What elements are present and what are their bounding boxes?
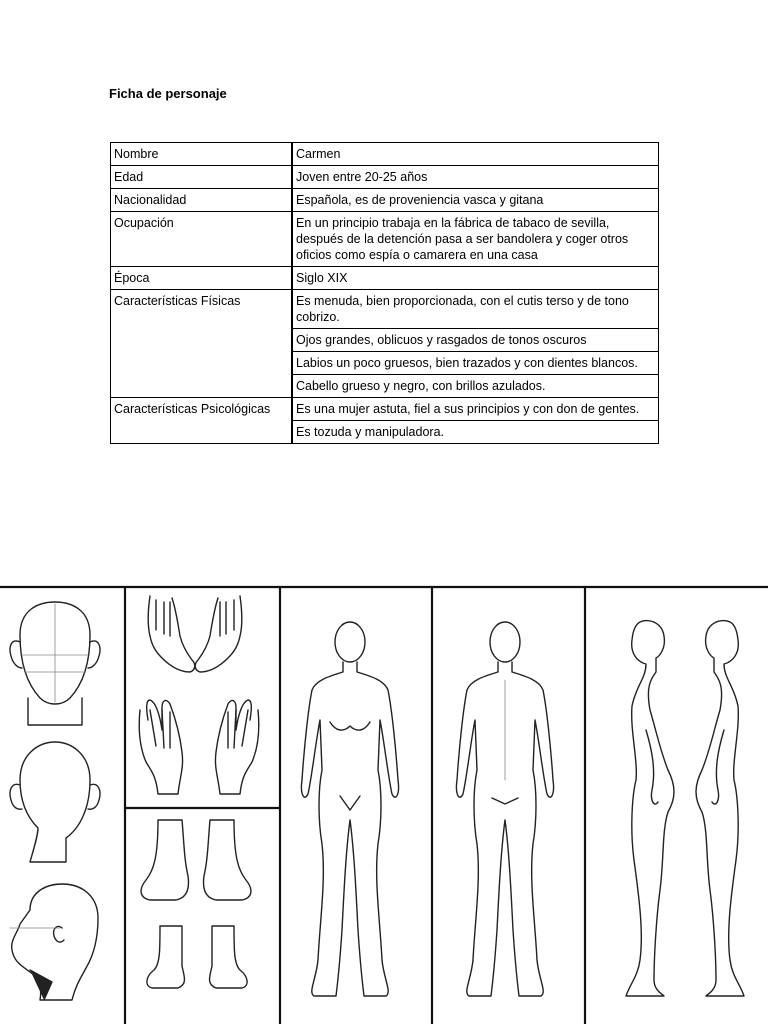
document-title: Ficha de personaje (109, 86, 227, 101)
head-front-icon (10, 602, 100, 725)
row-value: Es menuda, bien proporcionada, con el cutis terso y de tono cobrizo. (292, 290, 659, 329)
row-label: Características Psicológicas (111, 398, 293, 421)
foot-side-left-icon (147, 926, 185, 988)
panel-frame (0, 587, 768, 1024)
body-reference-sheet (0, 580, 768, 1024)
row-value: Es una mujer astuta, fiel a sus principios y con don de gentes. (292, 398, 659, 421)
row-label-empty (111, 329, 293, 352)
head-side-icon (10, 884, 98, 1000)
row-label: Nombre (111, 143, 293, 166)
row-label: Edad (111, 166, 293, 189)
row-label-empty (111, 375, 293, 398)
table-row (111, 421, 659, 444)
body-front-icon (301, 622, 398, 996)
row-label: Época (111, 267, 293, 290)
row-label: Características Físicas (111, 290, 293, 329)
table-row (111, 398, 659, 421)
foot-side-right-icon (210, 926, 248, 988)
row-label: Nacionalidad (111, 189, 293, 212)
table-row (111, 352, 659, 375)
table-row (111, 267, 659, 290)
row-value: Es tozuda y manipuladora. (292, 421, 659, 444)
row-value: Española, es de proveniencia vasca y gitana (292, 189, 659, 212)
body-side-left-icon (626, 621, 674, 996)
character-sheet-table (110, 142, 659, 444)
row-value: Labios un poco gruesos, bien trazados y con dientes blancos. (292, 352, 659, 375)
row-value: Carmen (292, 143, 659, 166)
hand-palm-right-icon (215, 700, 258, 794)
row-value: Ojos grandes, oblicuos y rasgados de tonos oscuros (292, 329, 659, 352)
hand-back-right-icon (195, 596, 242, 672)
row-value: Joven entre 20-25 años (292, 166, 659, 189)
row-label-empty (111, 352, 293, 375)
table-row (111, 143, 659, 166)
table-row (111, 189, 659, 212)
hand-palm-left-icon (139, 700, 182, 794)
hand-back-left-icon (148, 596, 195, 672)
table-row (111, 290, 659, 329)
table-row (111, 166, 659, 189)
row-label: Ocupación (111, 212, 293, 267)
table-row (111, 212, 659, 267)
row-label-empty (111, 421, 293, 444)
head-back-icon (10, 742, 100, 862)
row-value: En un principio trabaja en la fábrica de tabaco de sevilla, después de la detención pasa a ser bandolera y coger otros oficios como espía o camarera en una casa (292, 212, 659, 267)
table-row (111, 329, 659, 352)
foot-front-left-icon (141, 820, 188, 900)
body-side-right-icon (696, 621, 744, 996)
row-value: Cabello grueso y negro, con brillos azulados. (292, 375, 659, 398)
body-back-icon (456, 622, 553, 996)
foot-front-right-icon (204, 820, 251, 900)
row-value: Siglo XIX (292, 267, 659, 290)
table-row (111, 375, 659, 398)
